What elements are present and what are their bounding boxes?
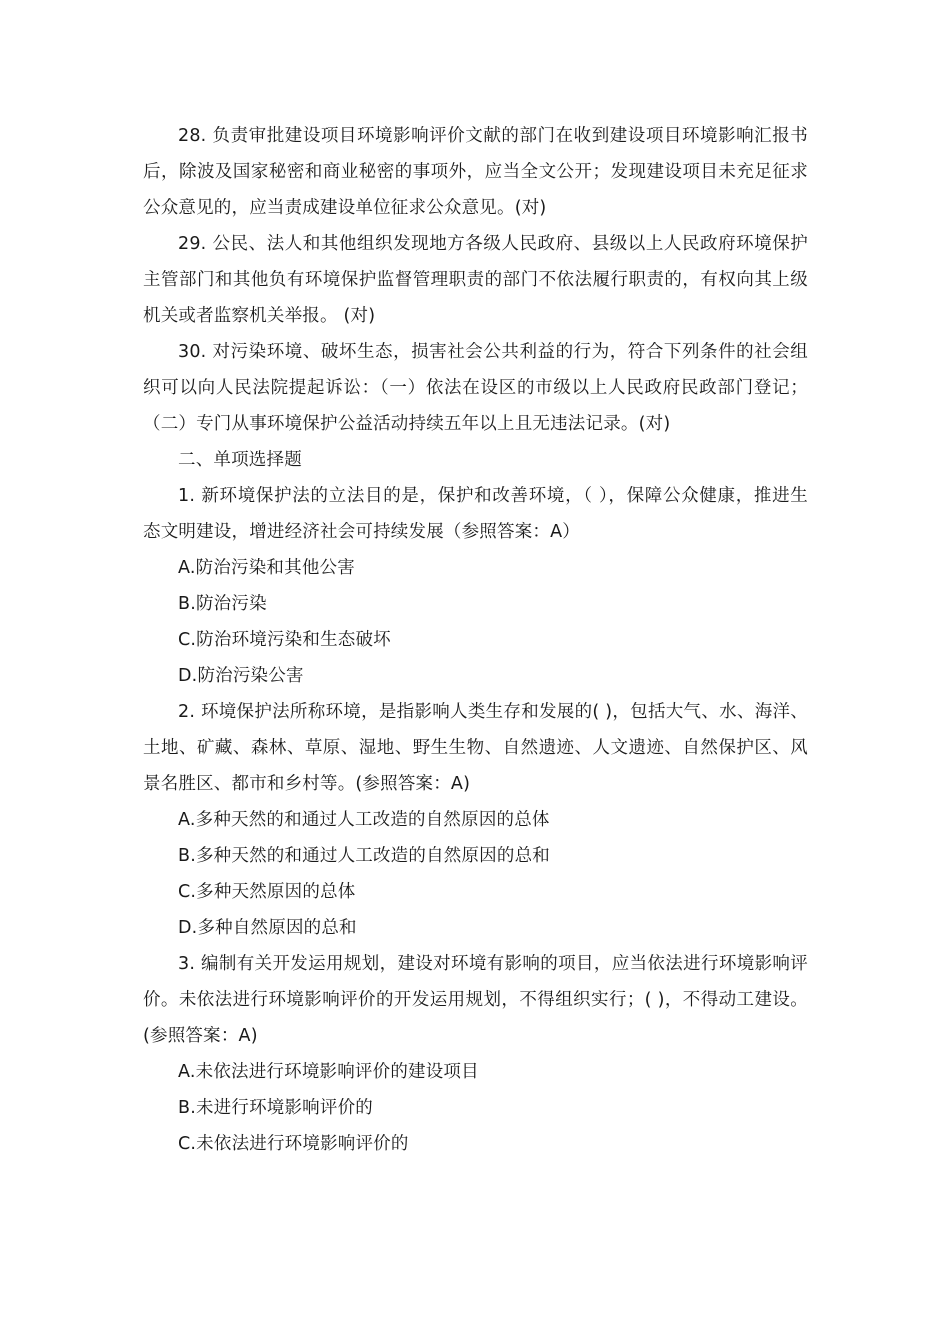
mc-2-option-b: B.多种天然的和通过人工改造的自然原因的总和: [178, 846, 550, 866]
mc-1-option-c: C.防治环境污染和生态破坏: [178, 630, 391, 650]
mc-question-2: 2. 环境保护法所称环境，是指影响人类生存和发展的( )，包括大气、水、海洋、土地、矿藏、森林、草原、湿地、野生生物、自然遗迹、人文遗迹、自然保护区、风景名胜区、都市和乡村等。(参照答案：A): [143, 702, 808, 794]
mc-1-option-a: A.防治污染和其他公害: [178, 558, 355, 578]
tf-item-28: 28. 负责审批建设项目环境影响评价文献的部门在收到建设项目环境影响汇报书后，除波及国家秘密和商业秘密的事项外，应当全文公开；发现建设项目未充足征求公众意见的，应当责成建设单位征求公众意见。(对): [143, 126, 808, 218]
mc-1-option-d: D.防治污染公害: [178, 666, 304, 686]
mc-3-option-b: B.未进行环境影响评价的: [178, 1098, 373, 1118]
tf-item-29: 29. 公民、法人和其他组织发现地方各级人民政府、县级以上人民政府环境保护主管部门和其他负有环境保护监督管理职责的部门不依法履行职责的，有权向其上级机关或者监察机关举报。 (对): [143, 234, 808, 326]
mc-2-option-a: A.多种天然的和通过人工改造的自然原因的总体: [178, 810, 550, 830]
mc-1-option-b: B.防治污染: [178, 594, 267, 614]
mc-2-option-c: C.多种天然原因的总体: [178, 882, 356, 902]
mc-3-option-c: C.未依法进行环境影响评价的: [178, 1134, 409, 1154]
mc-question-1: 1. 新环境保护法的立法目的是，保护和改善环境，（ ），保障公众健康，推进生态文明建设，增进经济社会可持续发展（参照答案：A）: [143, 486, 808, 542]
document-body: [143, 118, 808, 1162]
mc-2-option-d: D.多种自然原因的总和: [178, 918, 357, 938]
section-heading: 二、单项选择题: [178, 450, 302, 470]
mc-3-option-a: A.未依法进行环境影响评价的建设项目: [178, 1062, 479, 1082]
tf-item-30: 30. 对污染环境、破坏生态，损害社会公共利益的行为，符合下列条件的社会组织可以向人民法院提起诉讼：（一）依法在设区的市级以上人民政府民政部门登记；（二）专门从事环境保护公益活动持续五年以上且无违法记录。(对): [143, 342, 808, 434]
mc-question-3: 3. 编制有关开发运用规划，建设对环境有影响的项目，应当依法进行环境影响评价。未依法进行环境影响评价的开发运用规划，不得组织实行；( )，不得动工建设。(参照答案：A): [143, 954, 808, 1046]
